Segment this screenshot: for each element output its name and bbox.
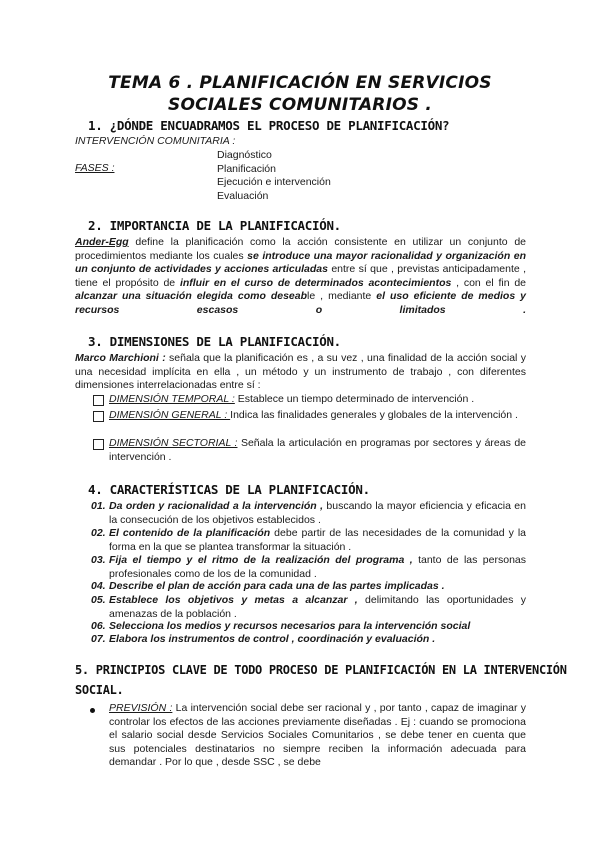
- page-title-line-1: TEMA 6 . PLANIFICACIÓN EN SERVICIOS: [108, 73, 492, 93]
- item-number: 06.: [91, 620, 106, 632]
- section-5-heading: 5. PRINCIPIOS CLAVE DE TODO PROCESO DE PLANIFICACIÓN EN LA INTERVENCIÓN: [75, 663, 567, 677]
- dimension-item: DIMENSIÓN GENERAL : Indica las finalidades generales y globales de la intervención .: [109, 409, 518, 421]
- fases-label: FASES :: [75, 162, 115, 174]
- dimension-item: DIMENSIÓN TEMPORAL : Establece un tiempo determinado de intervención .: [109, 393, 475, 405]
- fase-item: Diagnóstico: [217, 149, 272, 161]
- section-3-paragraph: Marco Marchioni : señala que la planificación es , a su vez , una finalidad de la acción social y una necesidad implícita en ella , un método y un instrumento de trabajo , con diferentes dimensiones interrelacionadas entre sí :: [75, 352, 526, 392]
- section-4-heading: 4. CARACTERÍSTICAS DE LA PLANIFICACIÓN.: [88, 482, 370, 497]
- author-name: Ander-Egg: [75, 236, 129, 248]
- item-number: 04.: [91, 580, 106, 592]
- item-number: 05.: [91, 594, 106, 606]
- fase-item: Ejecución e intervención: [217, 176, 331, 188]
- item-number: 07.: [91, 633, 106, 645]
- characteristic-item: Elabora los instrumentos de control , coordinación y evaluación .: [109, 633, 436, 645]
- checkbox[interactable]: [93, 411, 104, 422]
- characteristic-item: Selecciona los medios y recursos necesarios para la intervención social: [109, 620, 471, 632]
- checkbox[interactable]: [93, 395, 104, 406]
- section-2-paragraph: Ander-Egg define la planificación como la acción consistente en utilizar un conjunto de procedimientos mediante los cuales se introduce una mayor racionalidad y organización en un conjunto de actividades y acciones articuladas entre sí que , previstas anticipadamente , tiene el propósito de influir en el curso de determinados acontecimientos , con el fin de alcanzar una situación elegida como deseable , mediante el uso eficiente de medios y recursos escasos o limitados .: [75, 236, 527, 316]
- characteristic-item: Establece los objetivos y metas a alcanzar , delimitando las oportunidades y amenazas de la población .: [109, 594, 526, 620]
- characteristic-item: Describe el plan de acción para cada una de las partes implicadas .: [109, 580, 445, 592]
- intervencion-label: INTERVENCIÓN COMUNITARIA :: [75, 135, 236, 147]
- section-2-heading: 2. IMPORTANCIA DE LA PLANIFICACIÓN.: [88, 218, 341, 233]
- author-name: Marco Marchioni :: [75, 352, 166, 364]
- page-title-line-2: SOCIALES COMUNITARIOS .: [168, 95, 432, 115]
- characteristic-item: Fija el tiempo y el ritmo de la realización del programa , tanto de las personas profesionales como de los de la comunidad .: [109, 554, 527, 580]
- item-number: 03.: [91, 554, 106, 566]
- bullet-dot: [90, 708, 95, 713]
- checkbox[interactable]: [93, 439, 104, 450]
- principle-item: PREVISIÓN : La intervención social debe ser racional y , por tanto , capaz de imaginar y controlar los efectos de las acciones previamente diseñadas . Ej : cuando se promociona el salario social desde Servicios Sociales Comunitarios , se debe tener en cuenta que sus potenciales destinatarios no siempre reciben la información adecuada para demandar . Por lo que , desde SSC , se debe: [109, 702, 527, 769]
- item-number: 01.: [91, 500, 106, 512]
- characteristic-item: Da orden y racionalidad a la intervención , buscando la mayor eficiencia y eficacia en la consecución de los objetivos establecidos .: [109, 500, 526, 526]
- section-5-heading-cont: SOCIAL.: [75, 683, 124, 697]
- item-number: 02.: [91, 527, 106, 539]
- fase-item: Planificación: [217, 163, 276, 175]
- characteristic-item: El contenido de la planificación debe partir de las necesidades de la comunidad y la forma en la que se plantea transformar la situación .: [109, 527, 526, 553]
- fase-item: Evaluación: [217, 190, 269, 202]
- section-1-heading: 1. ¿DÓNDE ENCUADRAMOS EL PROCESO DE PLANIFICACIÓN?: [88, 118, 450, 133]
- dimension-item: DIMENSIÓN SECTORIAL : Señala la articulación en programas por sectores y áreas de intervención .: [109, 437, 526, 463]
- section-3-heading: 3. DIMENSIONES DE LA PLANIFICACIÓN.: [88, 334, 341, 349]
